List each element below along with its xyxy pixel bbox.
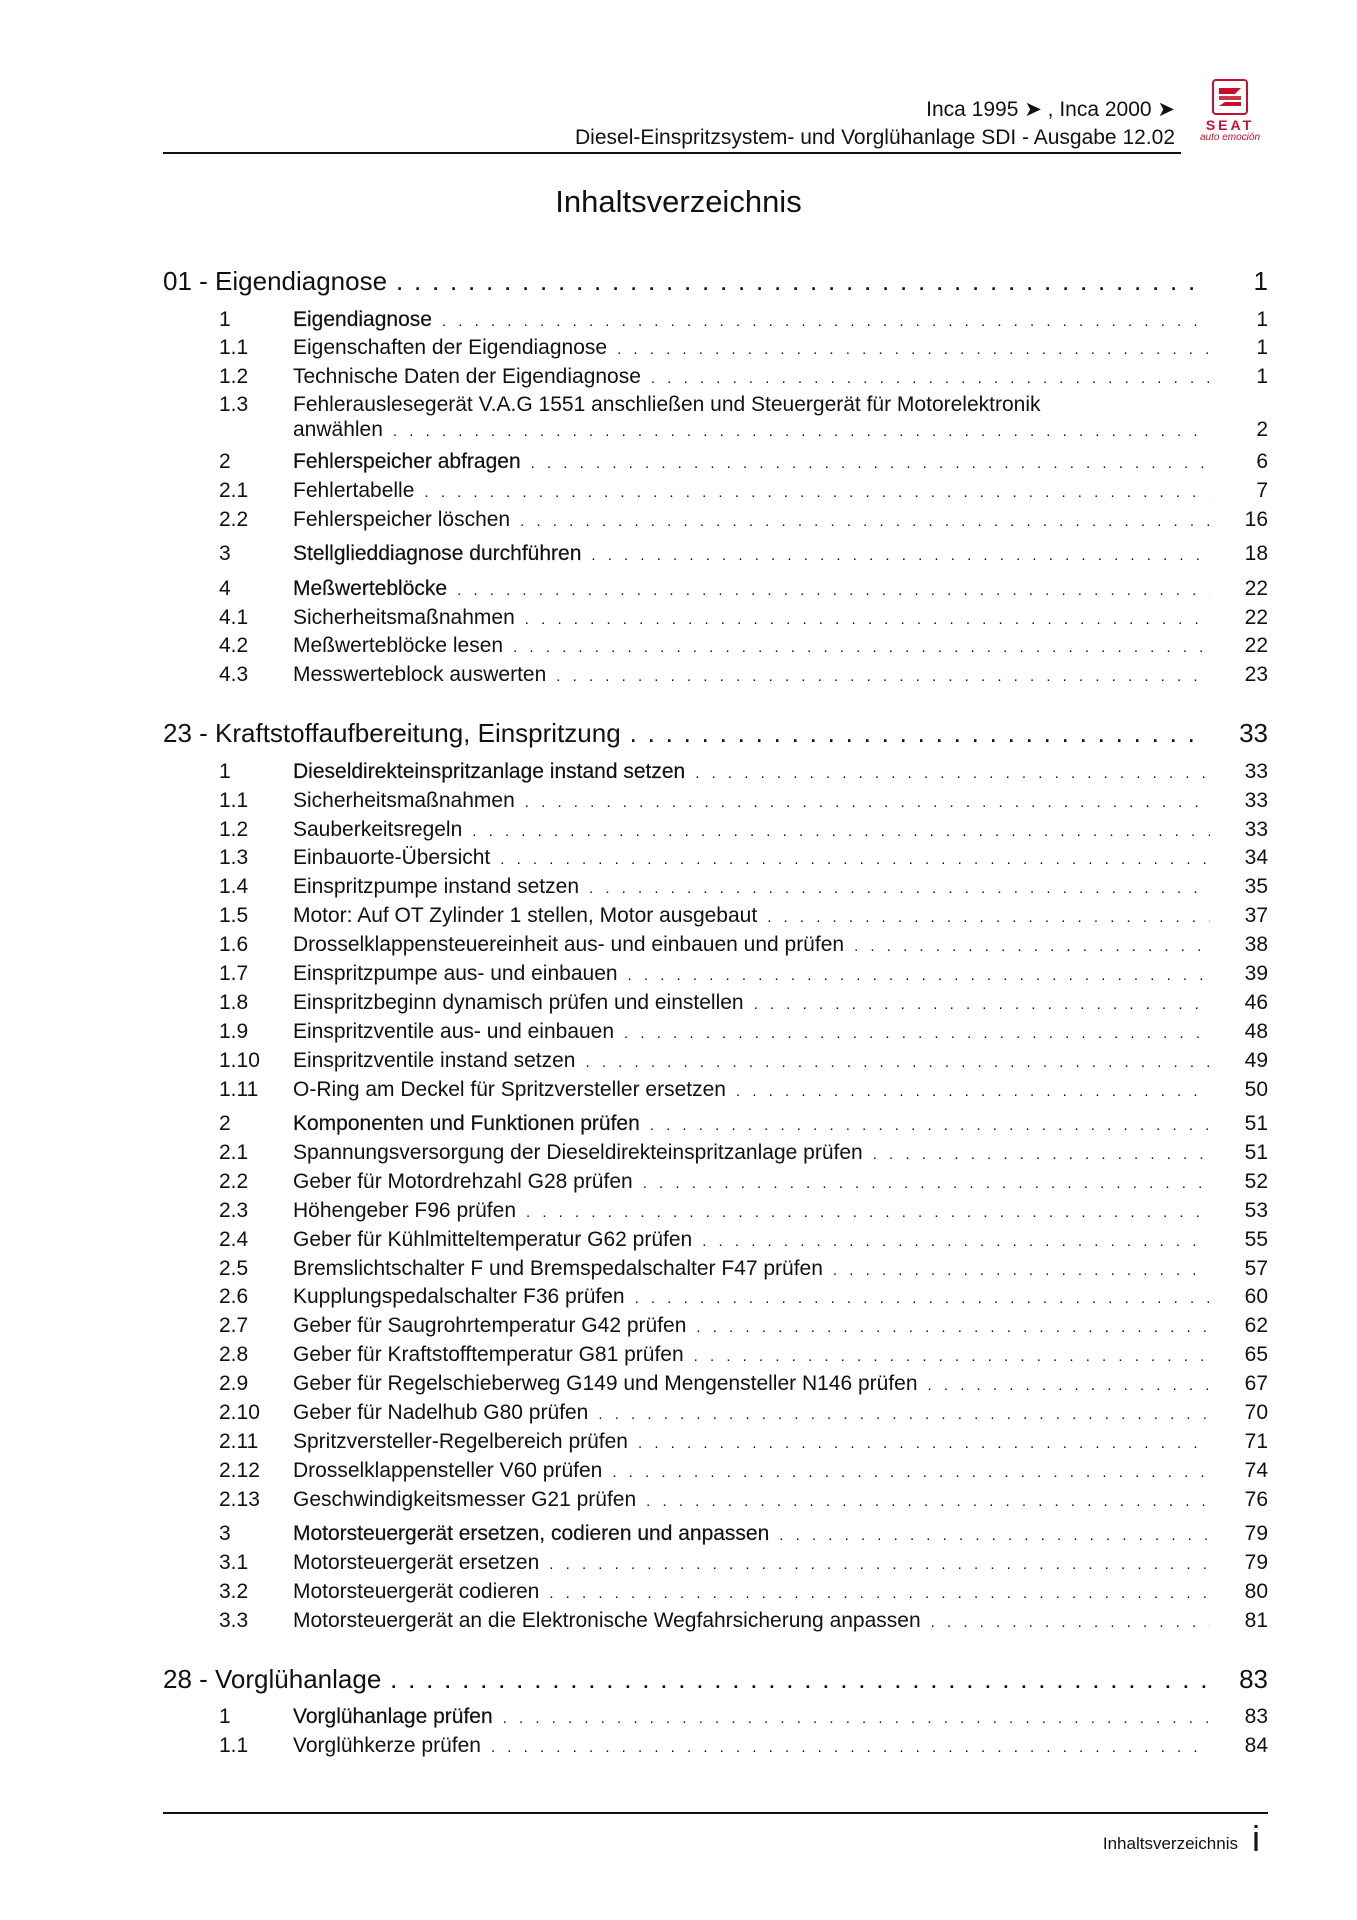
entry-page: 55 — [1244, 1227, 1268, 1251]
toc-subsection[interactable] — [163, 873, 1268, 902]
entry-page: 79 — [1244, 1522, 1268, 1546]
dot-leader — [491, 1734, 1210, 1763]
entry-number: 1.11 — [219, 1077, 259, 1101]
toc-section[interactable] — [163, 540, 1268, 569]
entry-page: 46 — [1244, 990, 1268, 1014]
entry-title: Motor: Auf OT Zylinder 1 stellen, Motor ausgebaut — [293, 904, 758, 928]
entry-number: 3 — [219, 542, 231, 566]
footer-label: Inhaltsverzeichnis — [1102, 1834, 1238, 1853]
dot-leader — [549, 1551, 1210, 1580]
entry-title: Geber für Saugrohrtemperatur G42 prüfen — [293, 1314, 687, 1338]
dot-leader — [854, 933, 1210, 962]
entry-page: 80 — [1244, 1579, 1268, 1603]
entry-title: Einspritzventile aus- und einbauen — [293, 1019, 615, 1043]
toc-subsection[interactable] — [163, 1428, 1268, 1457]
entry-page: 62 — [1244, 1314, 1268, 1338]
entry-title: Spritzversteller-Regelbereich prüfen — [293, 1429, 628, 1453]
seat-logo-icon — [1211, 78, 1249, 116]
entry-number: 4 — [219, 576, 231, 600]
dot-leader — [598, 1401, 1210, 1430]
toc-chapter[interactable] — [163, 1660, 1268, 1698]
entry-page: 38 — [1244, 933, 1268, 957]
dot-leader — [928, 1372, 1210, 1401]
entry-page: 2 — [1256, 418, 1268, 442]
entry-number: 1.3 — [219, 846, 249, 870]
entry-title: Fehlerspeicher abfragen — [293, 449, 521, 473]
entry-title: Technische Daten der Eigendiagnose — [293, 365, 641, 389]
chapter-page: 33 — [1239, 718, 1268, 749]
entry-title: Einbauorte-Übersicht — [293, 846, 491, 870]
dot-leader — [779, 1522, 1210, 1551]
entry-title: Einspritzventile instand setzen — [293, 1048, 576, 1072]
entry-page: 52 — [1244, 1169, 1268, 1193]
dot-leader — [635, 1285, 1210, 1314]
toc-subsection[interactable] — [163, 1312, 1268, 1341]
entry-title: Geber für Motordrehzahl G28 prüfen — [293, 1169, 633, 1193]
entry-number: 3.2 — [219, 1579, 249, 1603]
header-vehicle-line: Inca 1995 ➤ , Inca 2000 ➤ — [926, 98, 1175, 121]
entry-page: 79 — [1244, 1551, 1268, 1574]
header-subject-line: Diesel-Einspritzsystem- und Vorglühanlage SDI - Ausgabe 12.02 — [575, 126, 1175, 149]
entry-number: 2 — [219, 1112, 231, 1136]
dot-leader — [500, 846, 1210, 875]
toc-subsection[interactable] — [163, 902, 1268, 931]
dot-leader — [617, 336, 1210, 365]
dot-leader — [651, 365, 1210, 394]
entry-title: Fehlerspeicher löschen — [293, 507, 511, 531]
entry-title: Motorsteuergerät ersetzen, codieren und anpassen — [293, 1522, 770, 1546]
entry-number: 1.2 — [219, 365, 249, 389]
entry-page: 51 — [1244, 1112, 1268, 1136]
entry-page: 22 — [1244, 634, 1268, 658]
entry-number: 1.7 — [219, 962, 249, 985]
entry-page: 34 — [1244, 846, 1268, 870]
toc-subsection[interactable] — [163, 1139, 1268, 1168]
toc-subsection[interactable] — [163, 334, 1268, 363]
entry-title: Fehlerauslesegerät V.A.G 1551 anschließen und Steuergerät für Motorelektronik — [293, 393, 1041, 417]
toc-subsection[interactable] — [163, 1399, 1268, 1428]
dot-leader — [391, 1663, 1208, 1701]
toc-subsection[interactable] — [163, 1486, 1268, 1515]
dot-leader — [646, 1488, 1210, 1517]
toc-subsection[interactable] — [163, 1283, 1268, 1312]
dot-leader — [591, 542, 1210, 571]
entry-number: 1.4 — [219, 875, 249, 899]
entry-title: Meßwerteblöcke lesen — [293, 634, 504, 658]
entry-page: 22 — [1244, 576, 1268, 600]
toc-subsection[interactable] — [163, 1578, 1268, 1607]
dot-leader — [650, 1112, 1210, 1141]
toc-subsection[interactable] — [163, 1197, 1268, 1226]
entry-title: Spannungsversorgung der Dieseldirekteinspritzanlage prüfen — [293, 1140, 863, 1164]
dot-leader — [503, 1705, 1210, 1734]
dot-leader — [702, 1228, 1210, 1257]
toc-subsection[interactable] — [163, 506, 1268, 535]
toc-subsection[interactable] — [163, 787, 1268, 816]
logo-slogan: auto emoción — [1199, 132, 1261, 143]
toc-subsection[interactable] — [163, 1168, 1268, 1197]
toc-subsection[interactable] — [163, 844, 1268, 873]
dot-leader — [457, 577, 1210, 606]
entry-title: O-Ring am Deckel für Spritzversteller ersetzen — [293, 1077, 726, 1101]
toc-subsection[interactable] — [163, 931, 1268, 960]
entry-number: 2.9 — [219, 1372, 249, 1396]
entry-page: 18 — [1244, 542, 1268, 566]
entry-title: Vorglühkerze prüfen — [293, 1734, 481, 1758]
chapter-title: 28 - Vorglühanlage — [163, 1663, 382, 1694]
entry-number: 1.3 — [219, 393, 249, 417]
toc-subsection[interactable] — [163, 1732, 1268, 1761]
toc-subsection[interactable] — [163, 1549, 1268, 1578]
entry-title: Einspritzpumpe instand setzen — [293, 875, 579, 899]
toc-subsection[interactable] — [163, 632, 1268, 661]
entry-page: 1 — [1256, 307, 1268, 331]
entry-title: Fehlertabelle — [293, 478, 415, 502]
entry-number: 2.11 — [219, 1429, 259, 1453]
chapter-page: 83 — [1239, 1663, 1268, 1694]
dot-leader — [628, 962, 1210, 991]
header-divider — [163, 152, 1181, 154]
toc-subsection[interactable] — [163, 1226, 1268, 1255]
toc-subsection[interactable] — [163, 989, 1268, 1018]
entry-title: Geber für Kraftstofftemperatur G81 prüfen — [293, 1343, 684, 1367]
toc-section[interactable] — [163, 575, 1268, 604]
dot-leader — [424, 479, 1210, 508]
entry-number: 1.1 — [219, 788, 249, 812]
toc-section[interactable] — [163, 1110, 1268, 1139]
dot-leader — [513, 634, 1210, 663]
entry-title: Höhengeber F96 prüfen — [293, 1198, 516, 1222]
entry-page: 67 — [1244, 1372, 1268, 1396]
dot-leader — [695, 760, 1210, 789]
entry-number: 2.10 — [219, 1400, 260, 1424]
entry-page: 49 — [1244, 1048, 1268, 1072]
entry-title: Kupplungspedalschalter F36 prüfen — [293, 1285, 625, 1309]
toc-subsection[interactable] — [163, 661, 1268, 690]
toc-subsection[interactable] — [163, 1607, 1268, 1636]
entry-title: Stellglieddiagnose durchführen — [293, 542, 582, 566]
entry-page: 6 — [1256, 449, 1268, 473]
entry-title: Eigendiagnose — [293, 307, 432, 331]
entry-number: 4.3 — [219, 663, 249, 687]
entry-number: 2.2 — [219, 1169, 249, 1193]
toc-chapter[interactable] — [163, 262, 1268, 300]
entry-title: Einspritzbeginn dynamisch prüfen und einstellen — [293, 990, 744, 1014]
toc-subsection[interactable] — [163, 816, 1268, 845]
toc-subsection[interactable] — [163, 392, 1268, 442]
dot-leader — [525, 606, 1210, 635]
dot-leader — [586, 1049, 1211, 1078]
entry-page: 39 — [1244, 962, 1268, 985]
page-header — [163, 96, 1175, 152]
dot-leader — [549, 1580, 1210, 1609]
toc-subsection[interactable] — [163, 960, 1268, 989]
dot-leader — [754, 991, 1210, 1020]
dot-leader — [643, 1170, 1210, 1199]
toc-subsection[interactable] — [163, 604, 1268, 633]
dot-leader — [442, 308, 1210, 337]
entry-number: 2.12 — [219, 1458, 260, 1482]
toc-subsection[interactable] — [163, 363, 1268, 392]
footer-page-number: i — [1252, 1818, 1260, 1859]
toc-subsection[interactable] — [163, 1076, 1268, 1105]
entry-number: 1.1 — [219, 1734, 249, 1758]
entry-number: 1 — [219, 1705, 231, 1729]
entry-title: Sicherheitsmaßnahmen — [293, 605, 515, 629]
entry-title: Eigenschaften der Eigendiagnose — [293, 336, 608, 360]
entry-page: 33 — [1244, 788, 1268, 812]
entry-number: 1.6 — [219, 933, 249, 957]
entry-title: Drosselklappensteller V60 prüfen — [293, 1458, 603, 1482]
entry-title: Geber für Nadelhub G80 prüfen — [293, 1400, 589, 1424]
dot-leader — [525, 789, 1210, 818]
entry-title: Geber für Regelschieberweg G149 und Mengensteller N146 prüfen — [293, 1372, 918, 1396]
dot-leader — [696, 1314, 1210, 1343]
entry-number: 3.3 — [219, 1608, 249, 1632]
entry-page: 33 — [1244, 759, 1268, 783]
entry-number: 2.6 — [219, 1285, 249, 1309]
dot-leader — [526, 1199, 1210, 1228]
dot-leader — [624, 1020, 1210, 1049]
toc-subsection[interactable] — [163, 1255, 1268, 1284]
entry-number: 3.1 — [219, 1551, 249, 1574]
entry-page: 1 — [1256, 336, 1268, 360]
entry-number: 2.5 — [219, 1256, 249, 1280]
toc-section[interactable] — [163, 1520, 1268, 1549]
entry-page: 65 — [1244, 1343, 1268, 1367]
entry-number: 1.2 — [219, 817, 249, 841]
toc-subsection[interactable] — [163, 1047, 1268, 1076]
toc-subsection[interactable] — [163, 1457, 1268, 1486]
dot-leader — [393, 419, 1210, 444]
dot-leader — [556, 663, 1210, 692]
dot-leader — [472, 818, 1210, 847]
entry-number: 2.3 — [219, 1198, 249, 1222]
entry-page: 23 — [1244, 663, 1268, 687]
chapter-title: 23 - Kraftstoffaufbereitung, Einspritzung — [163, 718, 621, 749]
entry-title: Dieseldirekteinspritzanlage instand setzen — [293, 759, 686, 783]
dot-leader — [694, 1343, 1210, 1372]
entry-page: 37 — [1244, 904, 1268, 928]
entry-title: Sauberkeitsregeln — [293, 817, 463, 841]
entry-page: 7 — [1256, 478, 1268, 502]
dot-leader — [931, 1609, 1210, 1638]
entry-title: Sicherheitsmaßnahmen — [293, 788, 515, 812]
entry-title: Drosselklappensteuereinheit aus- und einbauen und prüfen — [293, 933, 845, 957]
entry-number: 2.13 — [219, 1487, 260, 1511]
toc-subsection[interactable] — [163, 1341, 1268, 1370]
entry-page: 76 — [1244, 1487, 1268, 1511]
toc-subsection[interactable] — [163, 1370, 1268, 1399]
dot-leader — [531, 450, 1210, 479]
entry-page: 71 — [1244, 1429, 1268, 1453]
toc-chapter[interactable] — [163, 714, 1268, 752]
entry-number: 1.8 — [219, 990, 249, 1014]
entry-title: Geber für Kühlmitteltemperatur G62 prüfen — [293, 1227, 693, 1251]
entry-title: Motorsteuergerät an die Elektronische Wegfahrsicherung anpassen — [293, 1608, 921, 1632]
page-title: Inhaltsverzeichnis — [555, 184, 802, 219]
entry-title: Bremslichtschalter F und Bremspedalschalter F47 prüfen — [293, 1256, 823, 1280]
entry-number: 2.2 — [219, 507, 249, 531]
chapter-page: 1 — [1253, 266, 1268, 296]
entry-page: 84 — [1244, 1734, 1268, 1758]
dot-leader — [638, 1430, 1210, 1459]
entry-title: Messwerteblock auswerten — [293, 663, 547, 687]
entry-title: Motorsteuergerät ersetzen — [293, 1551, 540, 1574]
dot-leader — [631, 717, 1208, 755]
entry-page: 81 — [1244, 1608, 1268, 1632]
entry-page: 70 — [1244, 1400, 1268, 1424]
entry-number: 4.2 — [219, 634, 249, 658]
footer-divider — [163, 1812, 1268, 1814]
dot-leader — [736, 1078, 1210, 1107]
entry-page: 74 — [1244, 1458, 1268, 1482]
logo-brand-text: SEAT — [1205, 117, 1255, 133]
toc-section[interactable] — [163, 448, 1268, 477]
toc-subsection[interactable] — [163, 1018, 1268, 1047]
entry-page: 35 — [1244, 875, 1268, 899]
table-of-contents — [163, 262, 1268, 1761]
entry-number: 1.5 — [219, 904, 249, 928]
dot-leader — [589, 875, 1210, 904]
entry-page: 60 — [1244, 1285, 1268, 1309]
seat-logo — [1188, 78, 1272, 144]
entry-number: 2.8 — [219, 1343, 249, 1367]
entry-title: Komponenten und Funktionen prüfen — [293, 1112, 640, 1136]
entry-number: 4.1 — [219, 605, 249, 629]
entry-page: 1 — [1256, 365, 1268, 389]
entry-number: 1 — [219, 759, 231, 783]
toc-section[interactable] — [163, 758, 1268, 787]
entry-page: 51 — [1244, 1140, 1268, 1164]
entry-title-continued: anwählen — [293, 418, 383, 442]
entry-page: 53 — [1244, 1198, 1268, 1222]
entry-page: 22 — [1244, 605, 1268, 629]
toc-subsection[interactable] — [163, 477, 1268, 506]
dot-leader — [612, 1459, 1210, 1488]
entry-number: 2.1 — [219, 478, 249, 502]
dot-leader — [833, 1257, 1210, 1286]
dot-leader — [397, 265, 1208, 303]
entry-title: Vorglühanlage prüfen — [293, 1705, 493, 1729]
entry-page: 57 — [1244, 1256, 1268, 1280]
entry-number: 3 — [219, 1522, 231, 1546]
toc-section[interactable] — [163, 306, 1268, 335]
entry-title: Einspritzpumpe aus- und einbauen — [293, 962, 618, 985]
toc-section[interactable] — [163, 1703, 1268, 1732]
dot-leader — [873, 1141, 1210, 1170]
entry-page: 48 — [1244, 1019, 1268, 1043]
entry-page: 83 — [1244, 1705, 1268, 1729]
entry-number: 2.1 — [219, 1140, 249, 1164]
entry-page: 33 — [1244, 817, 1268, 841]
entry-title: Geschwindigkeitsmesser G21 prüfen — [293, 1487, 637, 1511]
entry-number: 1.9 — [219, 1019, 249, 1043]
dot-leader — [520, 508, 1210, 537]
entry-page: 16 — [1244, 507, 1268, 531]
entry-number: 1.1 — [219, 336, 249, 360]
chapter-title: 01 - Eigendiagnose — [163, 266, 388, 296]
entry-page: 50 — [1244, 1077, 1268, 1101]
entry-number: 1.10 — [219, 1048, 260, 1072]
entry-title: Motorsteuergerät codieren — [293, 1579, 540, 1603]
entry-number: 1 — [219, 307, 231, 331]
entry-number: 2 — [219, 449, 231, 473]
dot-leader — [767, 904, 1210, 933]
entry-title: Meßwerteblöcke — [293, 576, 448, 600]
entry-number: 2.4 — [219, 1227, 249, 1251]
entry-number: 2.7 — [219, 1314, 249, 1338]
